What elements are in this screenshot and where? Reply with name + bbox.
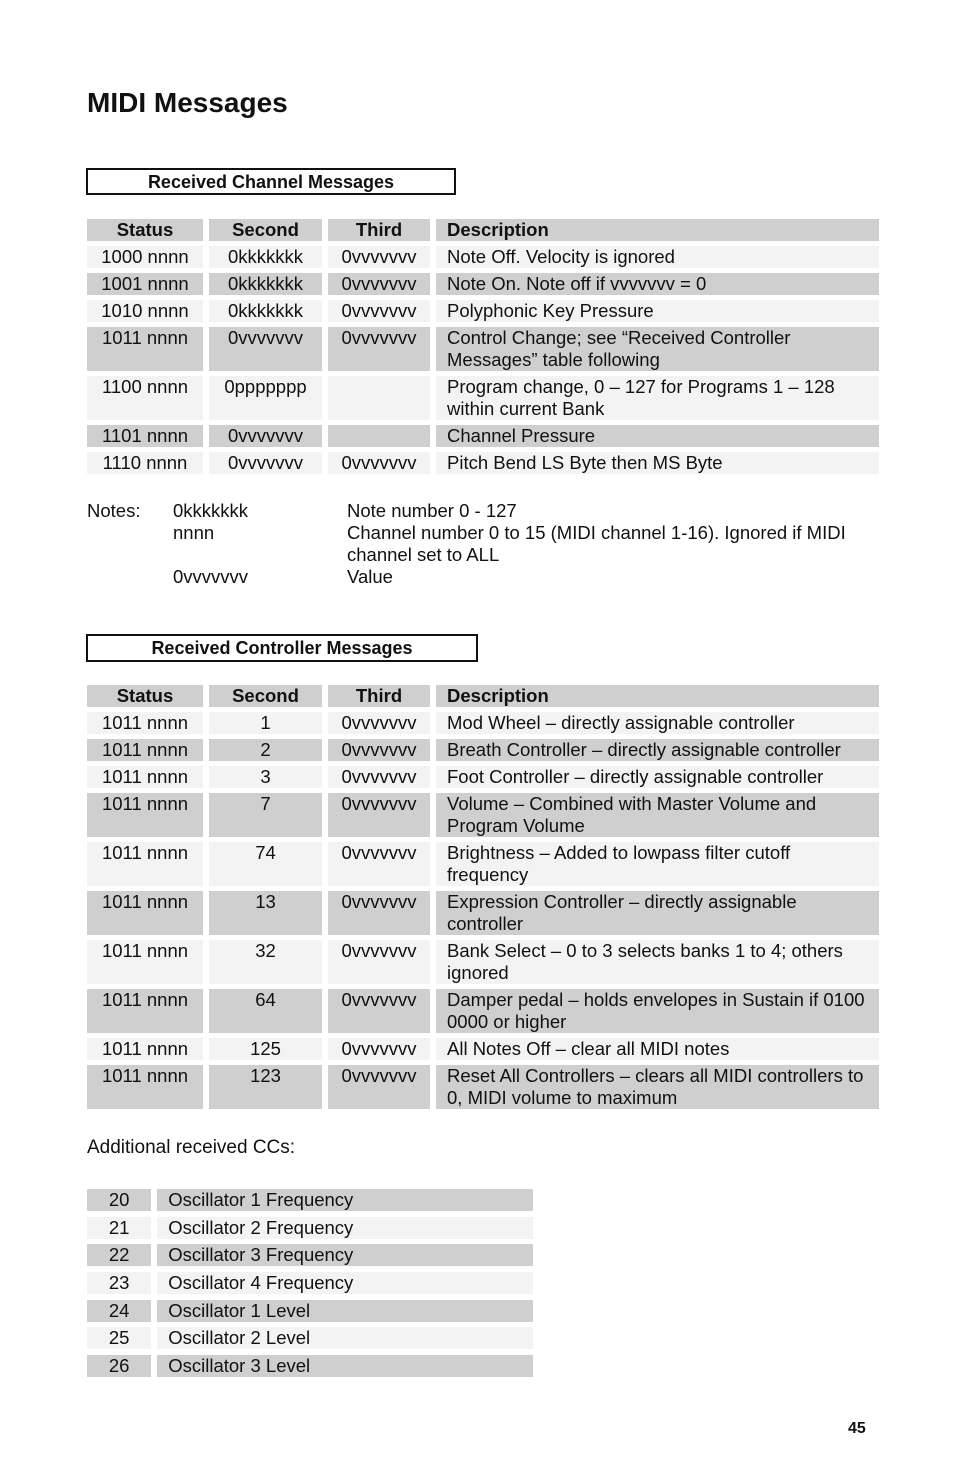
- second-byte-cell: 0kkkkkkk: [209, 246, 322, 268]
- second-byte-cell: 0vvvvvvv: [209, 452, 322, 474]
- third-byte-cell: 0vvvvvvv: [328, 273, 430, 295]
- table-row: [87, 452, 879, 474]
- notes-label: Notes:: [87, 500, 141, 521]
- cc-row: [87, 1217, 539, 1239]
- status-cell: 1011 nnnn: [87, 327, 203, 371]
- status-cell: 1010 nnnn: [87, 300, 203, 322]
- table-header-row: [87, 219, 879, 241]
- third-byte-cell: 0vvvvvvv: [328, 712, 430, 734]
- status-cell: 1110 nnnn: [87, 452, 203, 474]
- cc-row: [87, 1189, 539, 1211]
- description-cell: Reset All Controllers – clears all MIDI controllers to 0, MIDI volume to maximum: [436, 1065, 879, 1109]
- notes-row: [87, 566, 887, 588]
- status-cell: 1011 nnnn: [87, 1038, 203, 1060]
- table-row: [87, 1038, 879, 1060]
- status-cell: 1011 nnnn: [87, 739, 203, 761]
- notes-row: [87, 500, 887, 522]
- cc-number: 26: [87, 1355, 151, 1377]
- third-byte-cell: 0vvvvvvv: [328, 1065, 430, 1109]
- cc-description: Oscillator 2 Frequency: [157, 1217, 533, 1239]
- page-number: 45: [848, 1420, 866, 1437]
- third-byte-cell: 0vvvvvvv: [328, 940, 430, 984]
- table-row: [87, 940, 879, 984]
- second-byte-cell: 7: [209, 793, 322, 837]
- third-byte-cell: [328, 376, 430, 420]
- note-desc: Note number 0 - 127: [347, 500, 517, 521]
- table-row: [87, 712, 879, 734]
- controller-messages-body: [87, 712, 879, 1109]
- description-cell: Damper pedal – holds envelopes in Sustain if 0100 0000 or higher: [436, 989, 879, 1033]
- cc-row: [87, 1327, 539, 1349]
- notes-section: [87, 500, 887, 588]
- table-row: [87, 793, 879, 837]
- table-row: [87, 739, 879, 761]
- description-cell: Brightness – Added to lowpass filter cutoff frequency: [436, 842, 879, 886]
- cc-number: 23: [87, 1272, 151, 1294]
- description-cell: Control Change; see “Received Controller Messages” table following: [436, 327, 879, 371]
- status-cell: 1011 nnnn: [87, 712, 203, 734]
- second-byte-cell: 0vvvvvvv: [209, 327, 322, 371]
- status-cell: 1011 nnnn: [87, 989, 203, 1033]
- cc-number: 24: [87, 1300, 151, 1322]
- description-cell: Polyphonic Key Pressure: [436, 300, 879, 322]
- note-code: 0kkkkkkk: [173, 500, 249, 521]
- table-row: [87, 327, 879, 371]
- table-row: [87, 300, 879, 322]
- second-byte-cell: 123: [209, 1065, 322, 1109]
- table-header-row: [87, 685, 879, 707]
- second-byte-cell: 74: [209, 842, 322, 886]
- description-cell: Note Off. Velocity is ignored: [436, 246, 879, 268]
- second-byte-cell: 64: [209, 989, 322, 1033]
- column-header-description: Description: [436, 219, 879, 241]
- status-cell: 1101 nnnn: [87, 425, 203, 447]
- page-title: MIDI Messages: [87, 87, 288, 118]
- table-row: [87, 891, 879, 935]
- description-cell: Bank Select – 0 to 3 selects banks 1 to 4; others ignored: [436, 940, 879, 984]
- column-header-description: Description: [436, 685, 879, 707]
- description-cell: Expression Controller – directly assignable controller: [436, 891, 879, 935]
- description-cell: Breath Controller – directly assignable controller: [436, 739, 879, 761]
- note-code: 0vvvvvvv: [173, 566, 249, 587]
- column-header-status: Status: [87, 685, 203, 707]
- column-header-second: Second: [209, 685, 322, 707]
- cc-row: [87, 1272, 539, 1294]
- cc-number: 21: [87, 1217, 151, 1239]
- description-cell: Program change, 0 – 127 for Programs 1 – 128 within current Bank: [436, 376, 879, 420]
- table-row: [87, 273, 879, 295]
- description-cell: Note On. Note off if vvvvvvv = 0: [436, 273, 879, 295]
- channel-messages-table: [87, 219, 879, 479]
- third-byte-cell: 0vvvvvvv: [328, 1038, 430, 1060]
- status-cell: 1011 nnnn: [87, 842, 203, 886]
- note-desc: Value: [347, 566, 393, 587]
- table-row: [87, 246, 879, 268]
- cc-number: 22: [87, 1244, 151, 1266]
- description-cell: Channel Pressure: [436, 425, 879, 447]
- third-byte-cell: 0vvvvvvv: [328, 327, 430, 371]
- second-byte-cell: 0kkkkkkk: [209, 300, 322, 322]
- cc-number: 20: [87, 1189, 151, 1211]
- description-cell: Mod Wheel – directly assignable controller: [436, 712, 879, 734]
- third-byte-cell: 0vvvvvvv: [328, 766, 430, 788]
- column-header-third: Third: [328, 219, 430, 241]
- notes-row: [87, 522, 887, 566]
- table-row: [87, 425, 879, 447]
- second-byte-cell: 0ppppppp: [209, 376, 322, 420]
- controller-messages-table: [87, 685, 879, 1114]
- description-cell: Foot Controller – directly assignable controller: [436, 766, 879, 788]
- third-byte-cell: 0vvvvvvv: [328, 891, 430, 935]
- table-row: [87, 989, 879, 1033]
- note-desc: Channel number 0 to 15 (MIDI channel 1-16). Ignored if MIDI channel set to ALL: [347, 522, 846, 565]
- status-cell: 1011 nnnn: [87, 766, 203, 788]
- table-row: [87, 842, 879, 886]
- second-byte-cell: 0vvvvvvv: [209, 425, 322, 447]
- description-cell: All Notes Off – clear all MIDI notes: [436, 1038, 879, 1060]
- cc-description: Oscillator 4 Frequency: [157, 1272, 533, 1294]
- cc-description: Oscillator 2 Level: [157, 1327, 533, 1349]
- second-byte-cell: 1: [209, 712, 322, 734]
- cc-description: Oscillator 1 Frequency: [157, 1189, 533, 1211]
- status-cell: 1011 nnnn: [87, 793, 203, 837]
- second-byte-cell: 13: [209, 891, 322, 935]
- channel-messages-body: [87, 246, 879, 474]
- second-byte-cell: 2: [209, 739, 322, 761]
- description-cell: Volume – Combined with Master Volume and Program Volume: [436, 793, 879, 837]
- cc-number: 25: [87, 1327, 151, 1349]
- status-cell: 1011 nnnn: [87, 1065, 203, 1109]
- third-byte-cell: 0vvvvvvv: [328, 452, 430, 474]
- third-byte-cell: 0vvvvvvv: [328, 989, 430, 1033]
- table-row: [87, 376, 879, 420]
- cc-row: [87, 1355, 539, 1377]
- additional-ccs-heading: Additional received CCs:: [87, 1137, 296, 1158]
- cc-description: Oscillator 3 Frequency: [157, 1244, 533, 1266]
- column-header-status: Status: [87, 219, 203, 241]
- status-cell: 1000 nnnn: [87, 246, 203, 268]
- table-row: [87, 1065, 879, 1109]
- cc-row: [87, 1300, 539, 1322]
- controller-messages-heading: Received Controller Messages: [86, 634, 478, 662]
- status-cell: 1011 nnnn: [87, 940, 203, 984]
- third-byte-cell: 0vvvvvvv: [328, 793, 430, 837]
- third-byte-cell: 0vvvvvvv: [328, 842, 430, 886]
- third-byte-cell: [328, 425, 430, 447]
- description-cell: Pitch Bend LS Byte then MS Byte: [436, 452, 879, 474]
- second-byte-cell: 0kkkkkkk: [209, 273, 322, 295]
- cc-row: [87, 1244, 539, 1266]
- column-header-third: Third: [328, 685, 430, 707]
- status-cell: 1001 nnnn: [87, 273, 203, 295]
- status-cell: 1011 nnnn: [87, 891, 203, 935]
- note-code: nnnn: [173, 522, 215, 543]
- channel-messages-heading: Received Channel Messages: [86, 168, 456, 195]
- third-byte-cell: 0vvvvvvv: [328, 246, 430, 268]
- cc-description: Oscillator 1 Level: [157, 1300, 533, 1322]
- column-header-second: Second: [209, 219, 322, 241]
- second-byte-cell: 3: [209, 766, 322, 788]
- second-byte-cell: 32: [209, 940, 322, 984]
- third-byte-cell: 0vvvvvvv: [328, 739, 430, 761]
- additional-ccs-table: [87, 1189, 539, 1383]
- table-row: [87, 766, 879, 788]
- status-cell: 1100 nnnn: [87, 376, 203, 420]
- cc-description: Oscillator 3 Level: [157, 1355, 533, 1377]
- second-byte-cell: 125: [209, 1038, 322, 1060]
- third-byte-cell: 0vvvvvvv: [328, 300, 430, 322]
